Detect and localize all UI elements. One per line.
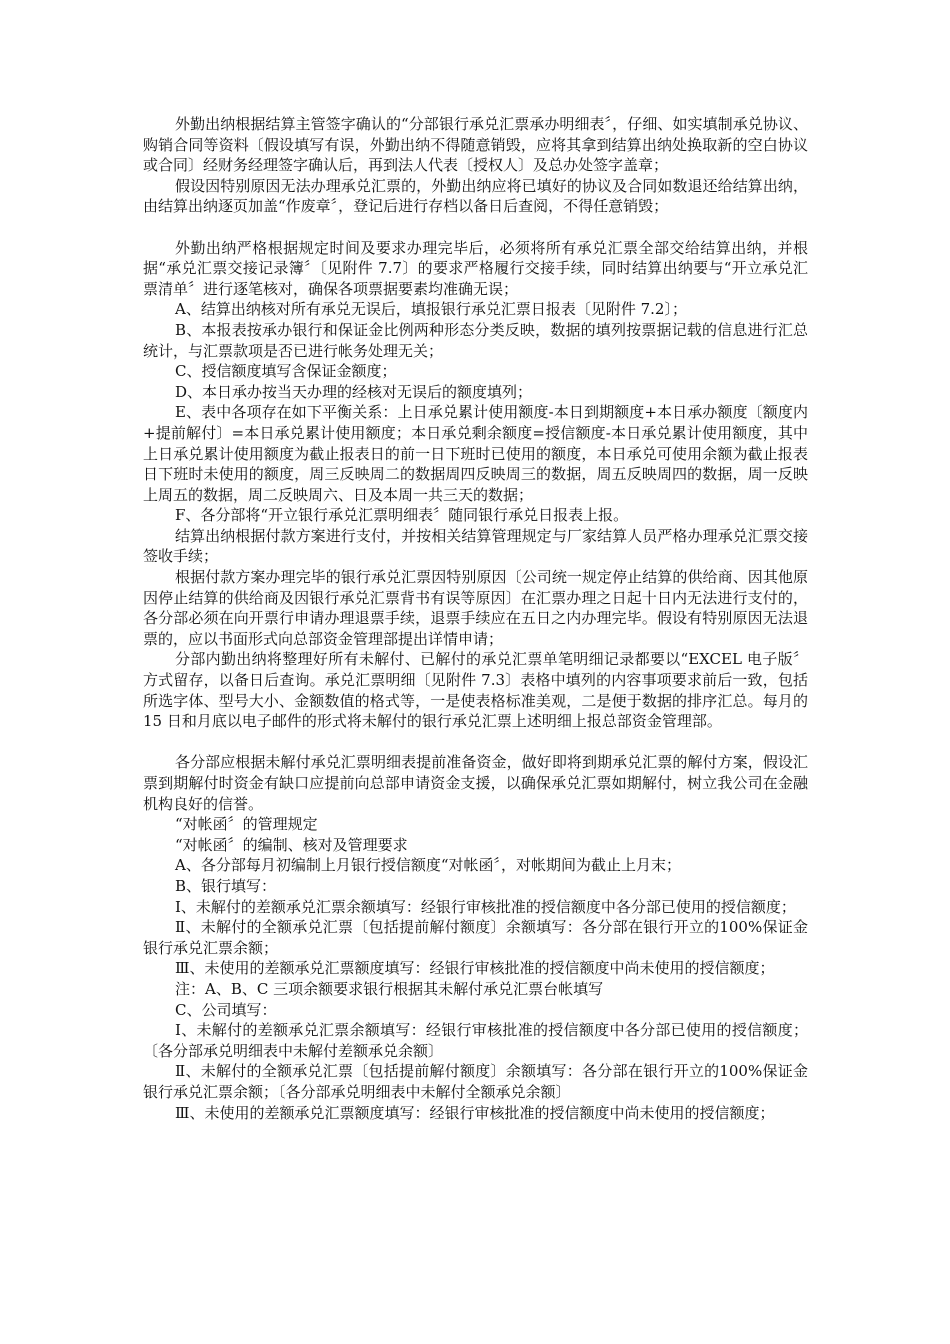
paragraph: 各分部应根据未解付承兑汇票明细表提前准备资金，做好即将到期承兑汇票的解付方案，假设汇票到期解付时资金有缺口应提前向总部申请资金支援，以确保承兑汇票如期解付，树立我公司在金融机构良好的信誉。 bbox=[143, 753, 808, 813]
paragraph-gap bbox=[143, 732, 808, 753]
paragraph: C、授信额度填写含保证金额度； bbox=[175, 362, 397, 381]
paragraph: 外勤出纳根据结算主管签字确认的“分部银行承兑汇票承办明细表〞，仔细、如实填制承兑协议、购销合同等资料〔假设填写有误，外勤出纳不得随意销毁，应将其拿到结算出纳处换取新的空白协议或合同〕经财务经理签字确认后，再到法人代表〔授权人〕及总办处签字盖章； bbox=[143, 115, 808, 175]
paragraph: E、表中各项存在如下平衡关系：上日承兑累计使用额度-本日到期额度+本日承办额度〔额度内+提前解付〕=本日承兑累计使用额度；本日承兑剩余额度=授信额度-本日承兑累计使用额度，其中上日承兑累计使用额度为截止报表日的前一日下班时已使用的额度，本日承兑可使用余额为截止报表日下班时未使用的额度，周三反映周二的数据周四反映周三的数据，周五反映周四的数据，周一反映上周五的数据，周二反映周六、日及本周一共三天的数据； bbox=[143, 403, 808, 504]
paragraph: 分部内勤出纳将整理好所有未解付、已解付的承兑汇票单笔明细记录都要以“EXCEL 电子版〞方式留存，以备日后查询。承兑汇票明细〔见附件 7.3〕表格中填列的内容事项要求前后一致，包括所选字体、型号大小、金额数值的格式等，一是使表格标准美观，二是便于数据的排序汇总。每月的 15 日和月底以电子邮件的形式将未解付的银行承兑汇票上述明细上报总部资金管理部。 bbox=[143, 650, 808, 731]
document-body bbox=[143, 114, 808, 1123]
paragraph: B、本报表按承办银行和保证金比例两种形态分类反映，数据的填列按票据记载的信息进行汇总统计，与汇票款项是否已进行帐务处理无关； bbox=[143, 320, 808, 360]
paragraph: 假设因特别原因无法办理承兑汇票的，外勤出纳应将已填好的协议及合同如数退还给结算出纳，由结算出纳逐页加盖“作废章〞，登记后进行存档以备日后查阅，不得任意销毁； bbox=[143, 176, 808, 216]
paragraph: Ⅰ、未解付的差额承兑汇票余额填写：经银行审核批准的授信额度中各分部已使用的授信额度； bbox=[175, 897, 796, 916]
paragraph: A、各分部每月初编制上月银行授信额度“对帐函〞，对帐期间为截止上月末； bbox=[175, 856, 682, 875]
note: 注：A、B、C 三项余额要求银行根据其未解付承兑汇票台帐填写 bbox=[175, 979, 604, 998]
paragraph: 结算出纳根据付款方案进行支付，并按相关结算管理规定与厂家结算人员严格办理承兑汇票交接签收手续； bbox=[143, 526, 808, 566]
paragraph: Ⅰ、未解付的差额承兑汇票余额填写：经银行审核批准的授信额度中各分部已使用的授信额度；〔各分部承兑明细表中未解付差额承兑余额〕 bbox=[143, 1021, 808, 1060]
paragraph: C、公司填写： bbox=[175, 1000, 277, 1019]
paragraph: Ⅱ、未解付的全额承兑汇票〔包括提前解付额度〕余额填写：各分部在银行开立的100%保证金银行承兑汇票余额；〔各分部承兑明细表中未解付全额承兑余额〕 bbox=[143, 1062, 808, 1101]
paragraph-gap bbox=[143, 217, 808, 238]
paragraph: Ⅲ、未使用的差额承兑汇票额度填写：经银行审核批准的授信额度中尚未使用的授信额度； bbox=[175, 1103, 775, 1122]
paragraph: B、银行填写： bbox=[175, 876, 277, 895]
paragraph: 根据付款方案办理完毕的银行承兑汇票因特别原因〔公司统一规定停止结算的供给商、因其他原因停止结算的供给商及因银行承兑汇票背书有误等原因〕在汇票办理之日起十日内无法进行支付的，各分部必须在向开票行申请办理退票手续，退票手续应在五日之内办理完毕。假设有特别原因无法退票的，应以书面形式向总部资金管理部提出详情申请； bbox=[143, 568, 808, 648]
paragraph: Ⅲ、未使用的差额承兑汇票额度填写：经银行审核批准的授信额度中尚未使用的授信额度； bbox=[175, 959, 775, 978]
paragraph: D、本日承办按当天办理的经核对无误后的额度填列； bbox=[175, 382, 533, 401]
paragraph: 外勤出纳严格根据规定时间及要求办理完毕后，必须将所有承兑汇票全部交给结算出纳，并根据“承兑汇票交接记录簿〞〔见附件 7.7〕的要求严格履行交接手续，同时结算出纳要与“开立承兑汇票清单〞进行逐笔核对，确保各项票据要素均准确无误； bbox=[143, 238, 808, 298]
paragraph: F、各分部将“开立银行承兑汇票明细表〞随同银行承兑日报表上报。 bbox=[175, 506, 629, 525]
section-heading: “对帐函〞的管理规定 bbox=[175, 815, 318, 834]
section-heading: “对帐函〞的编制、核对及管理要求 bbox=[175, 835, 408, 854]
paragraph: A、结算出纳核对所有承兑无误后，填报银行承兑汇票日报表〔见附件 7.2〕； bbox=[175, 300, 687, 319]
paragraph: Ⅱ、未解付的全额承兑汇票〔包括提前解付额度〕余额填写：各分部在银行开立的100%保证金银行承兑汇票余额； bbox=[143, 918, 808, 957]
